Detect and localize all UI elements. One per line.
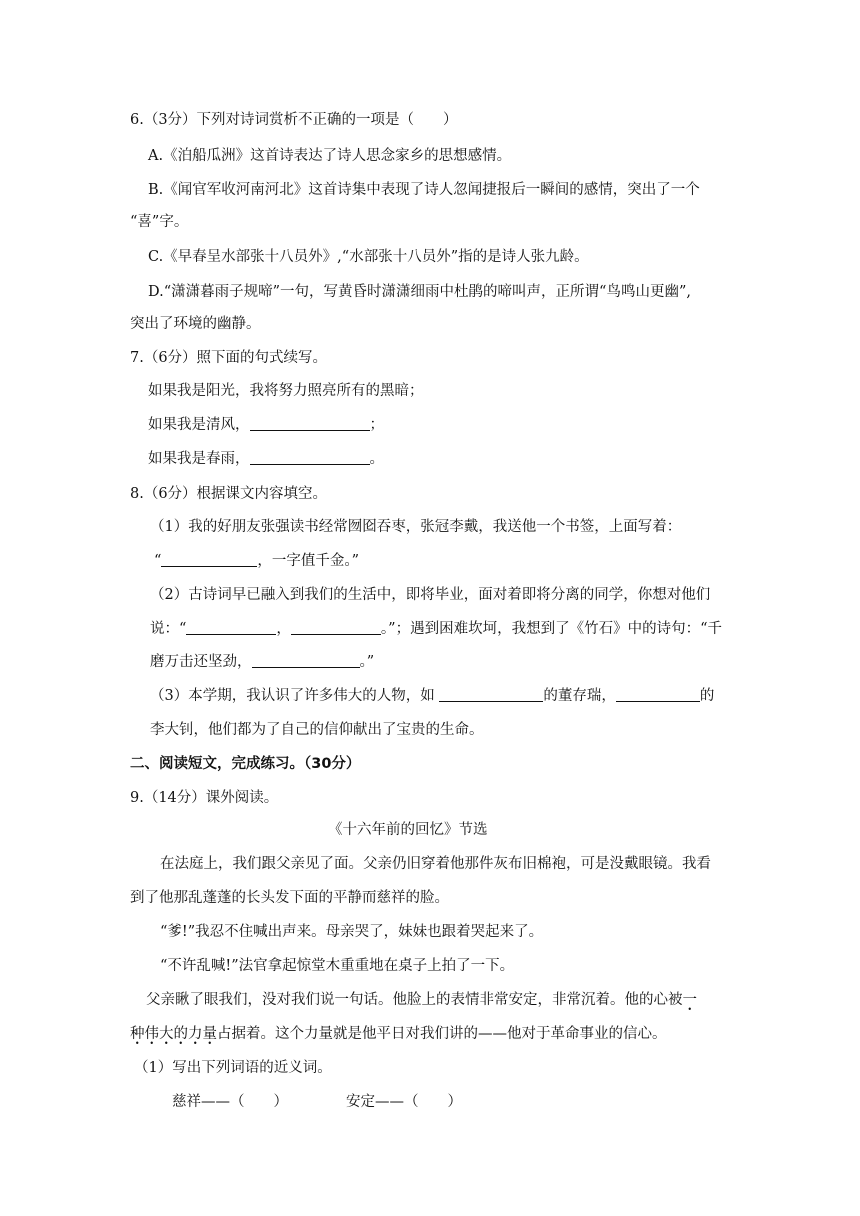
- answer-blank[interactable]: [186, 619, 276, 635]
- q6-option-a: A.《泊船瓜洲》这首诗表达了诗人思念家乡的思想感情。: [148, 148, 512, 164]
- q9-sub1-word2: 安定——（ ）: [346, 1094, 462, 1110]
- p2-comma: ，: [276, 621, 291, 637]
- emphasis-char: 种: [130, 1026, 145, 1042]
- q7-line2-prefix: 如果我是春雨，: [148, 451, 250, 467]
- q6-option-c: C.《早春呈水部张十八员外》,“水部张十八员外”指的是诗人张九龄。: [148, 249, 589, 265]
- p2-text-3b: 。”: [359, 654, 375, 670]
- q8-p1-line2: [154, 551, 359, 571]
- answer-blank[interactable]: [161, 551, 257, 567]
- q9-sub1-word1: 慈祥——（ ）: [172, 1094, 288, 1110]
- passage-para4-line2: [130, 1024, 667, 1044]
- open-quote: “: [154, 553, 162, 569]
- q6-option-b-line2: “喜”字。: [130, 214, 189, 230]
- section-heading: 二、阅读短文，完成练习。（30分）: [130, 756, 361, 772]
- answer-blank[interactable]: [616, 686, 700, 702]
- q6-option-d-line2: 突出了环境的幽静。: [130, 316, 261, 332]
- emphasis-phrase: [130, 1026, 217, 1042]
- q9-sub1-stem: （1）写出下列词语的近义词。: [134, 1060, 332, 1076]
- passage-para4-line1: [146, 990, 697, 1010]
- q8-p3-line1: [150, 686, 714, 706]
- passage-title: 《十六年前的回忆》节选: [328, 822, 488, 838]
- p3-text-b: 的董存瑞，: [543, 688, 616, 704]
- passage-para1-line1: 在法庭上，我们跟父亲见了面。父亲仍旧穿着他那件灰布旧棉袍，可是没戴眼镜。我看: [160, 856, 711, 872]
- p1-text: ，一字值千金。”: [257, 553, 360, 569]
- q6-stem: 6.（3分）下列对诗词赏析不正确的一项是（ ）: [130, 112, 458, 128]
- q7-line1-prefix: 如果我是清风，: [148, 417, 250, 433]
- q7-example: 如果我是阳光，我将努力照亮所有的黑暗；: [148, 383, 424, 399]
- answer-blank[interactable]: [291, 619, 381, 635]
- emphasis-char: 力: [188, 1026, 203, 1042]
- q6-option-b-line1: B.《闻官军收河南河北》这首诗集中表现了诗人忽闻捷报后一瞬间的感情，突出了一个: [148, 182, 700, 198]
- q7-stem: 7.（6分）照下面的句式续写。: [130, 350, 328, 366]
- q7-line2-suffix: 。: [369, 451, 384, 467]
- answer-blank[interactable]: [250, 415, 370, 431]
- answer-blank[interactable]: [252, 652, 360, 668]
- answer-blank[interactable]: [250, 449, 370, 465]
- para4-text: 父亲瞅了眼我们，没对我们说一句话。他脸上的表情非常安定，非常沉着。他的心被: [146, 992, 683, 1008]
- q8-p2-line2: [150, 619, 722, 639]
- q7-line1-suffix: ；: [369, 417, 384, 433]
- p2-text-3a: 磨万击还坚劲，: [150, 654, 252, 670]
- emphasis-char: 一: [682, 992, 697, 1008]
- emphasis-char: 伟: [144, 1026, 159, 1042]
- q8-p2-line3: [150, 652, 374, 672]
- p3-text-a: （3）本学期，我认识了许多伟大的人物，如: [150, 688, 440, 704]
- q8-p3-line2: 李大钊，他们都为了自己的信仰献出了宝贵的生命。: [150, 722, 484, 738]
- p2-text-c: 。”；遇到困难坎坷，我想到了《竹石》中的诗句：“千: [380, 621, 722, 637]
- passage-para2: “爹!”我忍不住喊出声来。母亲哭了，妹妹也跟着哭起来了。: [160, 924, 544, 940]
- q6-option-d-line1: D.“潇潇暮雨子规啼”一句，写黄昏时潇潇细雨中杜鹃的啼叫声，正所谓“鸟鸣山更幽”,: [148, 284, 691, 300]
- q8-p2-line1: （2）古诗词早已融入到我们的生活中，即将毕业，面对着即将分离的同学，你想对他们: [150, 587, 711, 603]
- q8-stem: 8.（6分）根据课文内容填空。: [130, 486, 328, 502]
- q7-line1: [148, 415, 384, 435]
- q9-stem: 9.（14分）课外阅读。: [130, 790, 279, 806]
- p3-text-c: 的: [699, 688, 715, 704]
- q8-p1-line1: （1）我的好朋友张强读书经常囫囵吞枣，张冠李戴，我送他一个书签，上面写着：: [150, 519, 682, 535]
- emphasis-char: 的: [173, 1026, 188, 1042]
- p2-text-a: 说：“: [150, 621, 187, 637]
- passage-para1-line2: 到了他那乱蓬蓬的长头发下面的平静而慈祥的脸。: [130, 890, 449, 906]
- q7-line2: [148, 449, 384, 469]
- emphasis-char: 大: [159, 1026, 174, 1042]
- emphasis-char: 量: [202, 1026, 217, 1042]
- para4-text-rest: 占据着。这个力量就是他平日对我们讲的——他对于革命事业的信心。: [217, 1026, 667, 1042]
- passage-para3: “不许乱喊!”法官拿起惊堂木重重地在桌子上拍了一下。: [160, 958, 515, 974]
- answer-blank[interactable]: [439, 686, 543, 702]
